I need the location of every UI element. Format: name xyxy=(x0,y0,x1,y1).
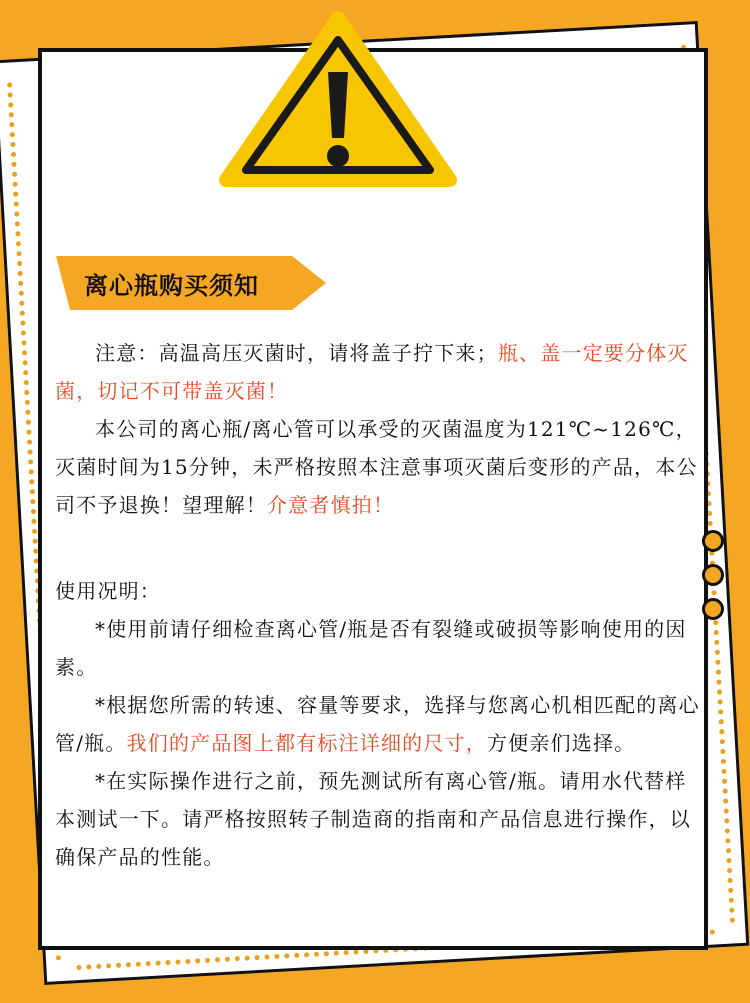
page-title: 离心瓶购买须知 xyxy=(84,272,259,300)
notice-warning-text: 介意者慎拍！ xyxy=(267,493,395,517)
usage-item-2 xyxy=(55,686,705,762)
usage-heading: 使用况明： xyxy=(55,579,161,603)
binder-ring xyxy=(702,598,724,620)
title-banner xyxy=(56,256,326,310)
notice-warning-text: 瓶、盖一定要分体灭菌，切记不可带盖灭菌！ xyxy=(55,341,689,403)
notice-section xyxy=(55,334,705,524)
warning-triangle-icon xyxy=(218,10,458,188)
notice-text: 注意：高温高压灭菌时，请将盖子拧下来； xyxy=(95,341,498,365)
usage-item-3: *在实际操作进行之前，预先测试所有离心管/瓶。请用水代替样本测试一下。请严格按照转子制造商的指南和产品信息进行操作，以确保产品的性能。 xyxy=(55,769,691,869)
notice-paragraph-1 xyxy=(55,334,705,410)
notice-paragraph-2 xyxy=(55,410,705,524)
notice-text: 本公司的离心瓶/离心管可以承受的灭菌温度为121℃~126℃，灭菌时间为15分钟，未严格按照本注意事项灭菌后变形的产品，本公司不予退换！望理解！ xyxy=(55,417,698,517)
usage-section xyxy=(55,572,705,876)
usage-text: 方便亲们选择。 xyxy=(486,731,636,755)
binder-ring xyxy=(702,564,724,586)
usage-highlight-text: 我们的产品图上都有标注详细的尺寸， xyxy=(126,731,487,755)
usage-item-1: *使用前请仔细检查离心管/瓶是否有裂缝或破损等影响使用的因素。 xyxy=(55,617,687,679)
binder-ring xyxy=(702,530,724,552)
usage-text: *根据您所需的转速、容量等要求，选择与您离心机相匹配的离心管/瓶。 xyxy=(55,693,700,755)
